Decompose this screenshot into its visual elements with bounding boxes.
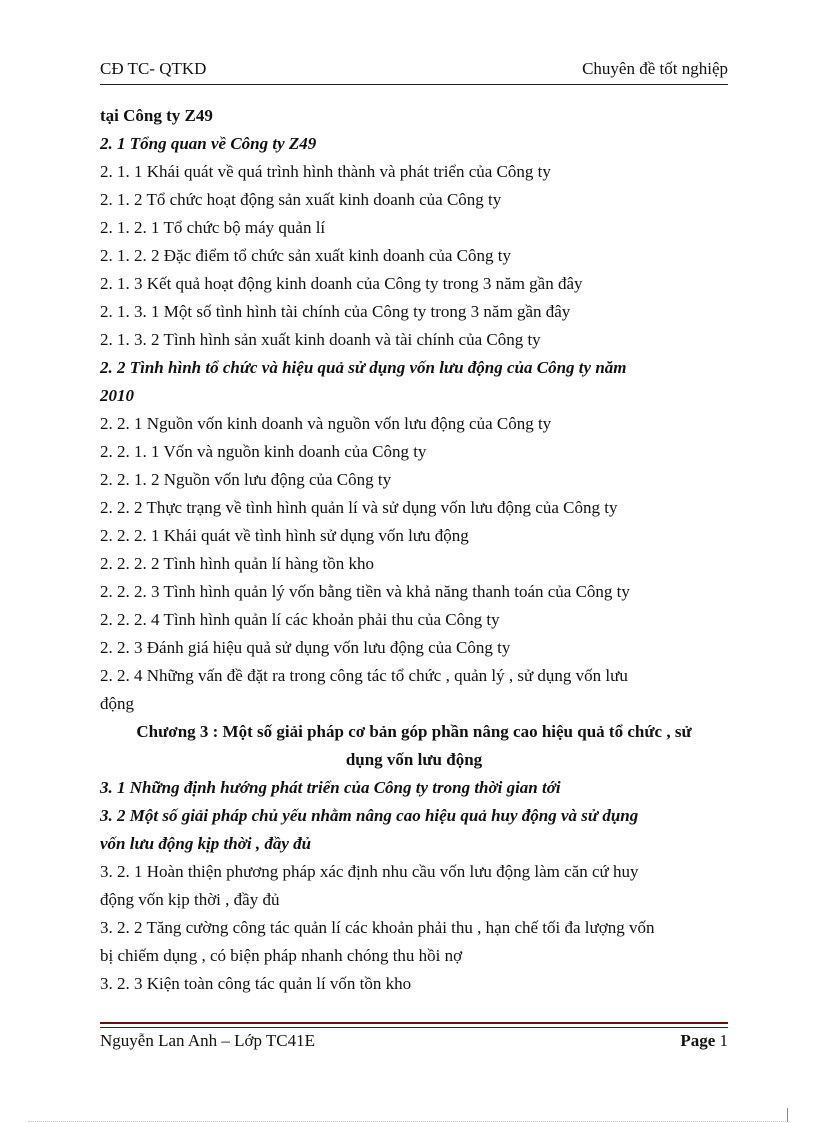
toc-line: tại Công ty Z49 <box>100 106 213 125</box>
toc-line: 2. 1. 2 Tổ chức hoạt động sản xuất kinh doanh của Công ty <box>100 190 502 209</box>
page-number-value: 1 <box>719 1031 728 1050</box>
toc-line: 2. 1. 1 Khái quát về quá trình hình thành và phát triển của Công ty <box>100 162 551 181</box>
toc-line: 3. 2 Một số giải pháp chủ yếu nhằm nâng cao hiệu quả huy động và sử dụng <box>100 806 639 825</box>
toc-line: 3. 2. 1 Hoàn thiện phương pháp xác định nhu cầu vốn lưu động làm căn cứ huy <box>100 862 639 881</box>
toc-line: 2. 2 Tình hình tổ chức và hiệu quả sử dụng vốn lưu động của Công ty năm <box>100 358 627 377</box>
footer-divider-thick <box>100 1022 728 1024</box>
toc-line: 2. 2. 2. 3 Tình hình quản lý vốn bằng tiền và khả năng thanh toán của Công ty <box>100 582 630 601</box>
toc-line: 2010 <box>100 386 134 405</box>
toc-line: 3. 2. 2 Tăng cường công tác quản lí các khoản phải thu , hạn chế tối đa lượng vốn <box>100 918 655 937</box>
toc-line: 2. 1. 2. 1 Tổ chức bộ máy quản lí <box>100 218 326 237</box>
toc-line: vốn lưu động kịp thời , đầy đủ <box>100 834 312 853</box>
header-divider <box>100 84 728 85</box>
toc-line: động <box>100 694 134 713</box>
toc-line: 2. 1 Tổng quan về Công ty Z49 <box>100 134 317 153</box>
toc-line: 2. 1. 3. 2 Tình hình sản xuất kinh doanh và tài chính của Công ty <box>100 330 541 349</box>
toc-line: dụng vốn lưu động <box>345 750 483 769</box>
toc-line: 2. 2. 3 Đánh giá hiệu quả sử dụng vốn lưu động của Công ty <box>100 638 511 657</box>
footer-divider-thin <box>100 1027 728 1028</box>
page-label: Page <box>680 1031 716 1050</box>
toc-line: 3. 2. 3 Kiện toàn công tác quản lí vốn tồn kho <box>100 974 412 993</box>
toc-line: 2. 2. 1. 2 Nguồn vốn lưu động của Công ty <box>100 470 392 489</box>
page-corner-mark <box>787 1108 788 1122</box>
toc-line: 2. 2. 4 Những vấn đề đặt ra trong công tác tổ chức , quản lý , sử dụng vốn lưu <box>100 666 628 685</box>
toc-line: bị chiếm dụng , có biện pháp nhanh chóng thu hồi nợ <box>100 946 463 965</box>
toc-line: Chương 3 : Một số giải pháp cơ bản góp phần nâng cao hiệu quả tổ chức , sử <box>136 722 692 741</box>
toc-line: 2. 2. 1. 1 Vốn và nguồn kinh doanh của Công ty <box>100 442 427 461</box>
toc-line: 2. 2. 2. 2 Tình hình quản lí hàng tồn kho <box>100 554 375 573</box>
toc-line: 2. 1. 2. 2 Đặc điểm tổ chức sản xuất kinh doanh của Công ty <box>100 246 511 265</box>
toc-line: 2. 2. 2 Thực trạng về tình hình quản lí và sử dụng vốn lưu động của Công ty <box>100 498 618 517</box>
header-department: CĐ TC- QTKD <box>100 59 207 78</box>
page-number <box>680 1030 728 1052</box>
toc-line: 3. 1 Những định hướng phát triển của Công ty trong thời gian tới <box>100 778 561 797</box>
toc-line: 2. 1. 3 Kết quả hoạt động kinh doanh của Công ty trong 3 năm gần đây <box>100 274 583 293</box>
page-edge <box>28 1121 788 1122</box>
footer-author: Nguyễn Lan Anh – Lớp TC41E <box>100 1031 316 1050</box>
toc-line: 2. 2. 1 Nguồn vốn kinh doanh và nguồn vốn lưu động của Công ty <box>100 414 552 433</box>
table-of-contents <box>100 102 728 998</box>
toc-line: 2. 2. 2. 4 Tình hình quản lí các khoản phải thu của Công ty <box>100 610 500 629</box>
header-document-type: Chuyên đề tốt nghiệp <box>582 59 728 78</box>
toc-line: động vốn kịp thời , đầy đủ <box>100 890 280 909</box>
toc-line: 2. 1. 3. 1 Một số tình hình tài chính của Công ty trong 3 năm gần đây <box>100 302 571 321</box>
toc-line: 2. 2. 2. 1 Khái quát về tình hình sử dụng vốn lưu động <box>100 526 469 545</box>
